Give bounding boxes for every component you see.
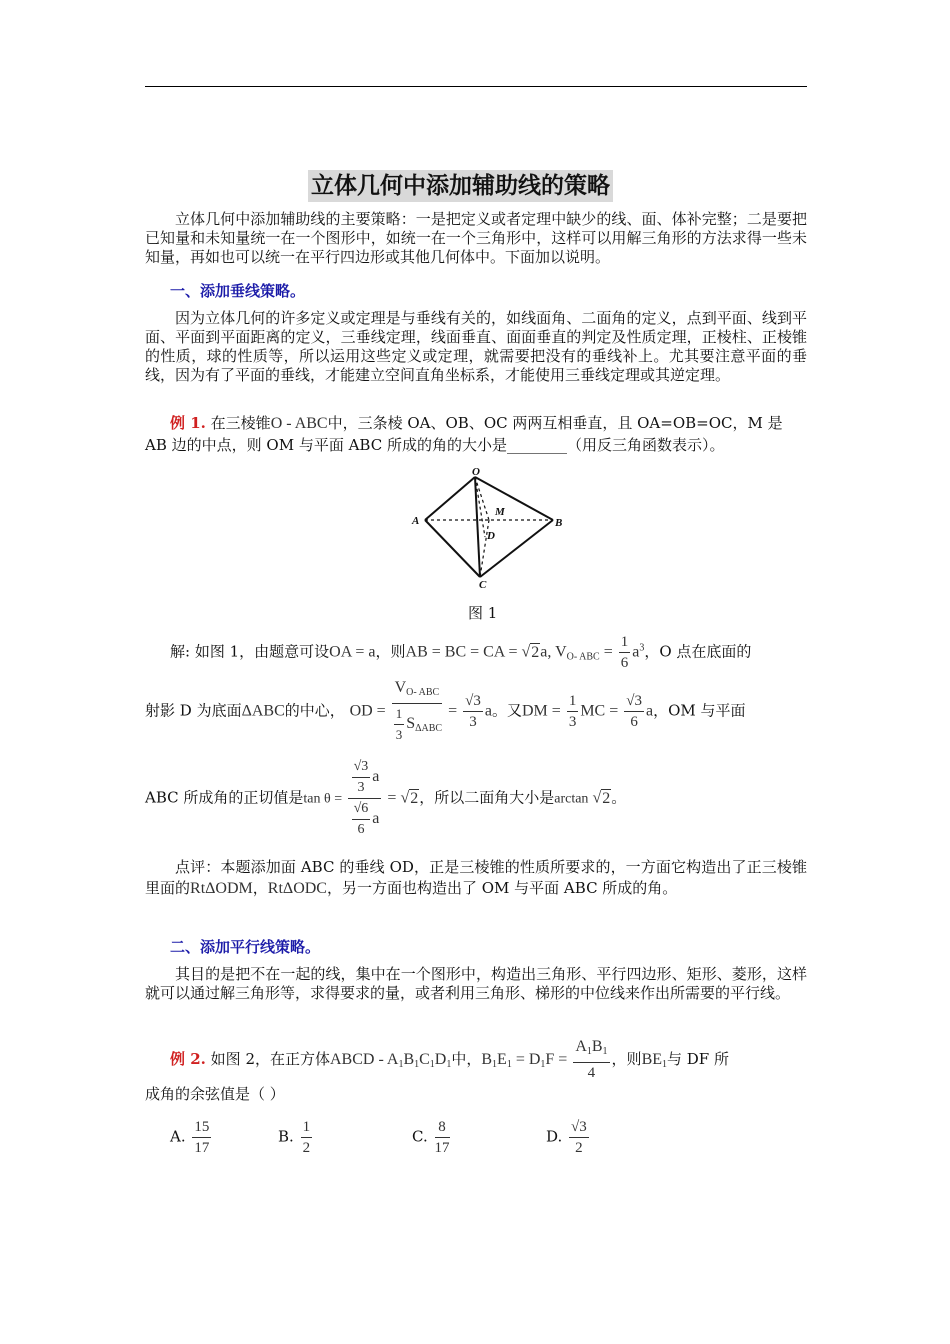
var-s: S — [406, 714, 416, 732]
option-a[interactable] — [170, 1117, 213, 1158]
cube-name: ABCD - A — [329, 1051, 399, 1068]
subscript: 1 — [492, 1059, 498, 1070]
var-a: a — [484, 702, 492, 720]
option-d[interactable] — [546, 1117, 591, 1158]
subscript: 1 — [414, 1059, 420, 1070]
cube-name: C — [419, 1051, 430, 1068]
example-1 — [145, 413, 807, 434]
section-1-body: 因为立体几何的许多定义或定理是与垂线有关的，如线面角、二面角的定义，点到平面、线到平面、平面到平面距离的定义，三垂线定理，线面垂直、面面垂直的判定及性质定理，正棱柱、正棱锥的性质，球的性质等，所以运用这些定义或定理，就需要把没有的垂线补上。尤其要注意平面的垂线，因为有了平面的垂线，才能建立空间直角坐标系，才能使用三垂线定理或其逆定理。 — [145, 309, 807, 384]
formula-be1: BE — [641, 1051, 663, 1068]
fraction-num: 8 — [435, 1117, 450, 1138]
sqrt-2: 2 — [410, 789, 419, 807]
equals: = — [599, 643, 617, 661]
option-label: D. — [546, 1127, 563, 1146]
fraction-num: 1 — [567, 691, 579, 712]
fraction-den: 2 — [302, 1140, 311, 1156]
solution-text: ，O 点在底面的 — [644, 642, 752, 661]
cube-name: D — [434, 1051, 447, 1068]
formula-ab: AB = BC = CA = — [405, 643, 522, 661]
formula-v: a, V — [540, 643, 567, 661]
subscript: 1 — [398, 1059, 404, 1070]
formula-d1f: F = — [545, 1051, 572, 1068]
fraction-num: √3 — [352, 757, 371, 778]
fraction-den: 2 — [575, 1140, 583, 1156]
option-fraction — [435, 1117, 450, 1158]
example-2-text: ，则 — [611, 1050, 642, 1068]
section-1-heading: 一、添加垂线策略。 — [170, 282, 306, 300]
subscript: 1 — [662, 1059, 668, 1070]
subscript-o-abc: O- ABC — [566, 651, 600, 663]
option-fraction — [569, 1117, 589, 1158]
section-2-body: 其目的是把不在一起的线，集中在一个图形中，构造出三角形、平行四边形、矩形、菱形，这样就可以通过解三角形等，求得要求的量，或者利用三角形、梯形的中位线来作出所需要的平行线。 — [145, 965, 807, 1002]
fraction-den: 17 — [194, 1140, 210, 1156]
comment-text: ，另一方面也构造出了 OM 与平面 ABC 所成的角。 — [326, 879, 678, 897]
var-a: a — [372, 767, 380, 785]
fraction-den: 3 — [395, 727, 403, 742]
solution-line-3: ABC 所成角的正切值是tan θ = $\frac{√3}{3}$ a $\frac{√6}{6}$ a = √2，所以二面角大小是arctan √2。 — [145, 757, 807, 840]
example-2-line-2: 成角的余弦值是（ ） — [145, 1085, 285, 1103]
fraction-num: √3 — [569, 1117, 589, 1138]
label-D: D — [487, 530, 495, 542]
solution-text: 解: 如图 1，由题意可设 — [170, 642, 330, 661]
fraction-v-over-s — [392, 678, 442, 745]
example-1-label: 例 1. — [170, 414, 206, 432]
fraction-den: 4 — [587, 1065, 596, 1081]
example-1-text-a: 在三棱锥 — [210, 414, 271, 432]
option-c[interactable] — [412, 1117, 452, 1158]
label-B: B — [555, 517, 563, 529]
example-2-label: 例 2. — [170, 1050, 206, 1068]
option-label: B. — [278, 1127, 294, 1146]
subscript: 1 — [586, 1046, 592, 1057]
example-2-text: 与 DF 所 — [667, 1050, 729, 1068]
subscript: 1 — [540, 1059, 546, 1070]
example-1-line-2: AB 边的中点，则 OM 与平面 ABC 所成的角的大小是________（用反三角函数表示）。 — [145, 436, 725, 454]
figure-solid-edges — [425, 477, 553, 577]
equals: = — [383, 789, 401, 807]
option-fraction — [192, 1117, 211, 1158]
fraction-num: √3 — [624, 691, 644, 712]
var-a: a — [632, 643, 640, 661]
header-rule — [145, 86, 807, 87]
fraction-1-3 — [567, 691, 579, 732]
formula-d1f: = D — [511, 1051, 541, 1068]
segment-MC — [480, 520, 489, 577]
formula-b1e1: B — [481, 1051, 493, 1068]
formula-arctan: arctan — [554, 791, 589, 807]
fraction-1-6 — [619, 632, 631, 673]
solution-text: ，所以二面角大小是 — [419, 788, 555, 807]
edge-OC — [475, 477, 480, 577]
solution-text: ，则 — [375, 642, 406, 661]
subscript: 1 — [506, 1059, 512, 1070]
fraction-num: 1 — [301, 1117, 313, 1138]
fraction-num: 15 — [192, 1117, 211, 1138]
pyramid-notation: O - ABC — [270, 415, 328, 432]
edge-BC — [480, 520, 553, 577]
solution-text: ABC 所成角的正切值是 — [145, 788, 304, 807]
solution-text: ，OM 与平面 — [653, 701, 746, 720]
subscript-abc: ΔABC — [415, 722, 443, 734]
intro-paragraph: 立体几何中添加辅助线的主要策略：一是把定义或者定理中缺少的线、面、体补完整；二是要把已知量和未知量统一在一个图形中，如统一在一个三角形中，这样可以用解三角形的方法求得一些未知量，再如也可以统一在平行四边形或其他几何体中。下面加以说明。 — [145, 210, 807, 266]
edge-OA — [425, 477, 475, 520]
fraction-sqrt3-3 — [463, 691, 483, 732]
fraction-sqrt3-6 — [624, 691, 644, 732]
option-label: C. — [412, 1127, 428, 1146]
subscript-o-abc: O- ABC — [406, 687, 440, 698]
solution-text: 射影 D 为底面 — [145, 701, 242, 720]
sqrt-2: 2 — [531, 643, 540, 661]
formula-tan: tan θ = — [303, 791, 346, 807]
fraction-num: √6 — [352, 799, 371, 820]
page-title: 立体几何中添加辅助线的策略 — [308, 170, 613, 202]
formula-dm: DM = — [522, 702, 565, 720]
fraction-den: 6 — [630, 714, 638, 730]
option-label: A. — [170, 1127, 186, 1146]
comment-text: 点评：本题添加面 ABC 的垂线 OD，正是三棱锥的性质所要求的，一方面它构造出了正三棱锥里面的 — [145, 858, 807, 897]
solution-text: 的中心， — [284, 701, 345, 720]
fraction-tan — [348, 757, 382, 840]
fraction-num: √3 — [463, 691, 483, 712]
fraction-a1b1-4 — [573, 1037, 609, 1083]
option-b[interactable] — [278, 1117, 314, 1158]
cube-name: B — [403, 1051, 415, 1068]
fraction-den: 3 — [469, 714, 477, 730]
fraction-den: 6 — [620, 655, 629, 671]
fraction-num: A — [575, 1038, 587, 1055]
formula-od: OD = — [349, 702, 390, 720]
fraction-num: B — [591, 1038, 603, 1055]
figure-1-pyramid — [405, 465, 570, 590]
section-2-heading: 二、添加平行线策略。 — [170, 938, 321, 956]
fraction-den: 3 — [357, 780, 365, 795]
example-1-text-b: 中，三条棱 OA、OB、OC 两两互相垂直，且 OA=OB=OC，M 是 — [327, 414, 783, 432]
exponent-3: 3 — [639, 642, 645, 654]
fraction-den: 17 — [434, 1140, 450, 1156]
subscript: 1 — [602, 1046, 608, 1057]
fraction-num: 1 — [619, 632, 631, 653]
triangle-abc: ΔABC — [241, 702, 285, 720]
var-a: a — [372, 809, 380, 827]
fraction-den: 6 — [357, 822, 365, 837]
edge-AC — [425, 520, 480, 577]
solution-text: 。 — [611, 788, 627, 807]
comment-text: ， — [252, 879, 268, 897]
var-a: a — [645, 702, 654, 720]
label-A: A — [412, 515, 420, 527]
label-O: O — [472, 466, 480, 478]
subscript: 1 — [446, 1059, 452, 1070]
triangle-odc: RtΔODC — [267, 880, 327, 897]
example-2-text: 中， — [451, 1050, 482, 1068]
example-2-text: 如图 2，在正方体 — [210, 1050, 330, 1068]
fraction-den: 3 — [568, 714, 577, 730]
var-v: V — [394, 679, 407, 696]
solution-line-2 — [145, 678, 807, 745]
solution-line-1: 解: 如图 1，由题意可设OA = a，则AB = BC = CA = √2a, $V_{O- ABC}$ = $\frac{1}{6}$ $a^3$，O 点在底面的 — [170, 634, 752, 671]
comment-paragraph — [145, 857, 807, 899]
sqrt-2: 2 — [602, 789, 611, 807]
figure-1-caption: 图 1 — [468, 604, 498, 622]
option-fraction — [301, 1117, 313, 1158]
solution-text: 。又 — [491, 701, 522, 720]
label-M: M — [495, 506, 505, 518]
example-2 — [145, 1037, 832, 1083]
equals: = — [444, 702, 462, 720]
formula-mc: MC = — [580, 702, 623, 720]
fraction-num: 1 — [394, 704, 405, 725]
formula-b1e1: E — [497, 1051, 507, 1068]
triangle-odm: RtΔODM — [190, 880, 253, 897]
formula-oa: OA = a — [329, 643, 376, 661]
figure-dashed-edges — [425, 477, 553, 577]
label-C: C — [479, 579, 487, 590]
subscript: 1 — [429, 1059, 435, 1070]
